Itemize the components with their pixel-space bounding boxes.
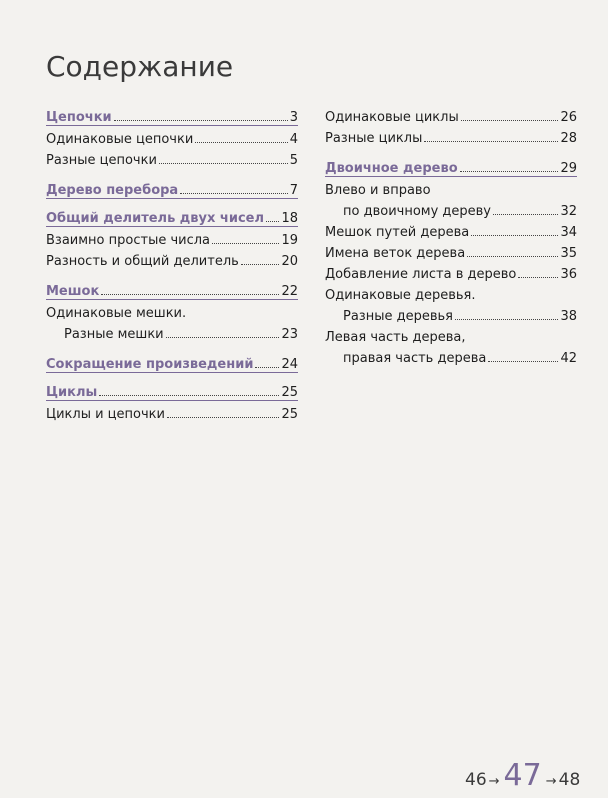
toc-page-number: 4 <box>289 132 298 147</box>
toc-entry-title: Циклы и цепочки <box>46 407 165 422</box>
toc-entry-title: Добавление листа в дерево <box>325 267 517 282</box>
dot-leader <box>471 235 558 236</box>
toc-page-number: 29 <box>560 161 577 176</box>
toc-entry[interactable] <box>325 264 577 285</box>
toc-entry[interactable] <box>325 201 577 222</box>
toc-entry-title: Взаимно простые числа <box>46 233 211 248</box>
toc-entry-line: Одинаковые деревья. <box>325 288 476 303</box>
toc-entry-title: правая часть дерева <box>343 351 487 366</box>
toc-entry-title: Имена веток дерева <box>325 246 466 261</box>
toc-page-number: 25 <box>281 385 298 400</box>
dot-leader <box>114 120 288 121</box>
dot-leader <box>424 141 558 142</box>
toc-left-column <box>46 107 298 425</box>
toc-entry-title: Разные деревья <box>343 309 453 324</box>
toc-page-number: 34 <box>560 225 577 240</box>
arrow-right-icon: → <box>488 774 500 789</box>
prev-page-number[interactable]: 46 <box>465 770 487 790</box>
toc-page-number: 7 <box>289 183 298 198</box>
toc-page-number: 5 <box>289 153 298 168</box>
dot-leader <box>241 264 280 265</box>
toc-page-number: 20 <box>281 254 298 269</box>
toc-entry-title: Мешок путей дерева <box>325 225 470 240</box>
toc-entry-title: Разность и общий делитель <box>46 254 239 269</box>
toc-entry-line: Левая часть дерева, <box>325 330 466 345</box>
toc-entry-title: Мешок <box>46 284 100 299</box>
dot-leader <box>518 277 558 278</box>
toc-page-number: 32 <box>560 204 577 219</box>
toc-entry-title: по двоичному дереву <box>343 204 491 219</box>
dot-leader <box>461 120 559 121</box>
dot-leader <box>455 319 558 320</box>
toc-page-number: 22 <box>281 284 298 299</box>
dot-leader <box>493 214 558 215</box>
dot-leader <box>488 361 558 362</box>
toc-page-number: 3 <box>289 110 298 125</box>
toc-page-number: 42 <box>560 351 577 366</box>
toc-entry[interactable] <box>325 243 577 264</box>
toc-page-number: 19 <box>281 233 298 248</box>
toc-page-number: 28 <box>560 131 577 146</box>
toc-entry-title: Цепочки <box>46 110 112 125</box>
toc-entry-title: Разные циклы <box>325 131 423 146</box>
dot-leader <box>180 193 288 194</box>
dot-leader <box>212 243 279 244</box>
toc-entry-title: Общий делитель двух чисел <box>46 211 264 226</box>
toc-section[interactable] <box>46 208 298 229</box>
dot-leader <box>167 417 279 418</box>
toc-page-number: 23 <box>281 327 298 342</box>
toc-entry-title: Сокращение произведений <box>46 357 254 372</box>
page-title: Содержание <box>46 50 234 83</box>
toc-entry-title: Дерево перебора <box>46 183 179 198</box>
toc-page-number: 38 <box>560 309 577 324</box>
dot-leader <box>467 256 558 257</box>
toc-entry[interactable] <box>325 348 577 369</box>
toc-entry[interactable] <box>46 251 298 272</box>
current-page-number: 47 <box>503 758 542 793</box>
dot-leader <box>166 337 280 338</box>
toc-page-number: 24 <box>281 357 298 372</box>
toc-entry[interactable] <box>46 230 298 251</box>
toc-entry[interactable] <box>325 306 577 327</box>
toc-entry-title: Циклы <box>46 385 98 400</box>
dot-leader <box>460 171 559 172</box>
toc-right-column <box>325 107 577 369</box>
toc-entry[interactable] <box>46 324 298 345</box>
toc-entry[interactable] <box>325 107 577 128</box>
toc-entry-line: Одинаковые мешки. <box>46 306 187 321</box>
dot-leader <box>159 163 288 164</box>
dot-leader <box>255 367 279 368</box>
toc-page-number: 35 <box>560 246 577 261</box>
toc-entry[interactable] <box>46 150 298 171</box>
toc-entry[interactable] <box>325 222 577 243</box>
dot-leader <box>266 221 279 222</box>
dot-leader <box>195 142 287 143</box>
toc-entry[interactable] <box>46 404 298 425</box>
page-navigator <box>465 758 580 793</box>
dot-leader <box>101 294 279 295</box>
toc-entry-title: Одинаковые цепочки <box>46 132 194 147</box>
toc-entry-title: Одинаковые циклы <box>325 110 459 125</box>
toc-page-number: 18 <box>281 211 298 226</box>
dot-leader <box>99 395 279 396</box>
toc-entry-title: Разные цепочки <box>46 153 157 168</box>
toc-page-number: 26 <box>560 110 577 125</box>
toc-page-number: 36 <box>560 267 577 282</box>
toc-entry[interactable] <box>325 128 577 149</box>
toc-page-number: 25 <box>281 407 298 422</box>
toc-entry-line: Влево и вправо <box>325 183 431 198</box>
toc-entry-title: Разные мешки <box>64 327 164 342</box>
toc-entry-title: Двоичное дерево <box>325 161 458 176</box>
toc-entry[interactable] <box>46 129 298 150</box>
next-page-number[interactable]: 48 <box>558 770 581 790</box>
arrow-right-icon: → <box>545 774 557 789</box>
